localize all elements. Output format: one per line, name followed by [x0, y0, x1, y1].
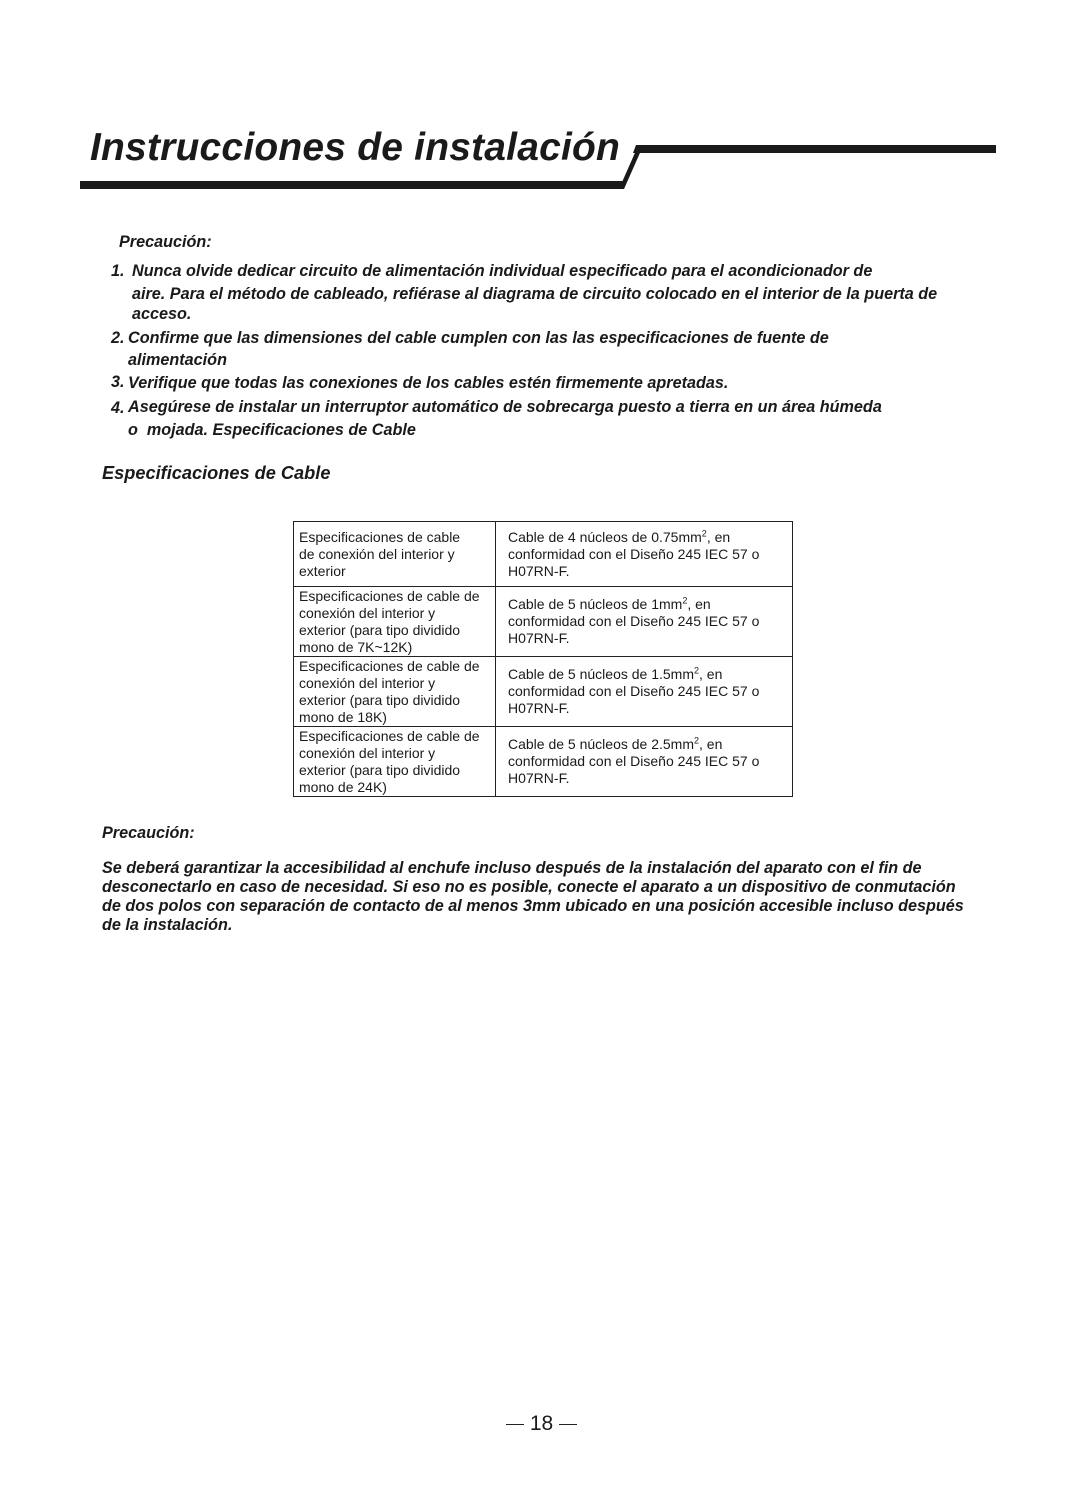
caution-item-number: 2.: [111, 329, 125, 347]
title-rule-top: [633, 145, 996, 153]
title-rule-bottom: [80, 181, 624, 189]
table-row: [294, 727, 793, 797]
table-row: [294, 657, 793, 727]
cable-spec-table: [293, 521, 793, 797]
spec-cell-description: Especificaciones de cable de conexión del interior y exterior (para tipo dividido mono de 7K~12K): [294, 587, 496, 657]
caution-item-line: Nunca olvide dedicar circuito de alimentación individual especificado para el acondicionador de: [132, 262, 873, 280]
caution-item-number: 3.: [111, 373, 125, 391]
caution-item-line: Confirme que las dimensiones del cable cumplen con las las especificaciones de fuente de: [128, 329, 829, 347]
spec-cell-description: Especificaciones de cable de conexión del interior y exterior (para tipo dividido mono de 24K): [294, 727, 496, 797]
caution-item-number: 1.: [111, 262, 125, 280]
caution-item-line: Asegúrese de instalar un interruptor automático de sobrecarga puesto a tierra en un área húmeda: [128, 398, 882, 416]
spec-cell-value: Cable de 5 núcleos de $1.5mm^2$, en conformidad con el Diseño 245 IEC 57 o H07RN-F.: [496, 657, 793, 727]
caution-item-line: Verifique que todas las conexiones de los cables estén firmemente apretadas.: [128, 374, 729, 392]
caution-item-line: alimentación: [128, 351, 227, 369]
caution-item-line: o mojada. Especificaciones de Cable: [128, 421, 416, 439]
caution-label-top: Precaución:: [119, 233, 212, 251]
spec-heading: Especificaciones de Cable: [102, 463, 331, 483]
spec-cell-value: Cable de 4 núcleos de $0.75mm^2$, en conformidad con el Diseño 245 IEC 57 o H07RN-F.: [496, 522, 793, 587]
page-number: [0, 1412, 1083, 1436]
caution-label-bottom: Precaución:: [102, 824, 195, 842]
table-row: [294, 522, 793, 587]
page-number-dash-left: [506, 1424, 524, 1425]
table-row: [294, 587, 793, 657]
spec-cell-value: Cable de 5 núcleos de $2.5mm^2$, en conformidad con el Diseño 245 IEC 57 o H07RN-F.: [496, 727, 793, 797]
caution-note: Se deberá garantizar la accesibilidad al enchufe incluso después de la instalación del aparato con el fin de desconectarlo en caso de necesidad. Si eso no es posible, conecte el aparato a un dispositivo de conmutación de dos polos con separación de contacto de al menos 3mm ubicado en una posición accesible incluso después de la instalación.: [102, 859, 964, 934]
page-title: Instrucciones de instalación: [90, 126, 621, 169]
title-rule: [0, 0, 1083, 200]
spec-cell-value: Cable de 5 núcleos de $1mm^2$, en conformidad con el Diseño 245 IEC 57 o H07RN-F.: [496, 587, 793, 657]
page-number-dash-right: [559, 1424, 577, 1425]
caution-item-line: aire. Para el método de cableado, refiérase al diagrama de circuito colocado en el interior de la puerta de: [132, 285, 938, 303]
caution-item-number: 4.: [111, 399, 125, 417]
spec-cell-description: Especificaciones de cable de conexión del interior y exterior (para tipo dividido mono de 18K): [294, 657, 496, 727]
spec-cell-description: Especificaciones de cable de conexión del interior y exterior: [294, 522, 496, 587]
caution-item-line: acceso.: [132, 305, 192, 323]
page-number-value: 18: [529, 1412, 554, 1435]
